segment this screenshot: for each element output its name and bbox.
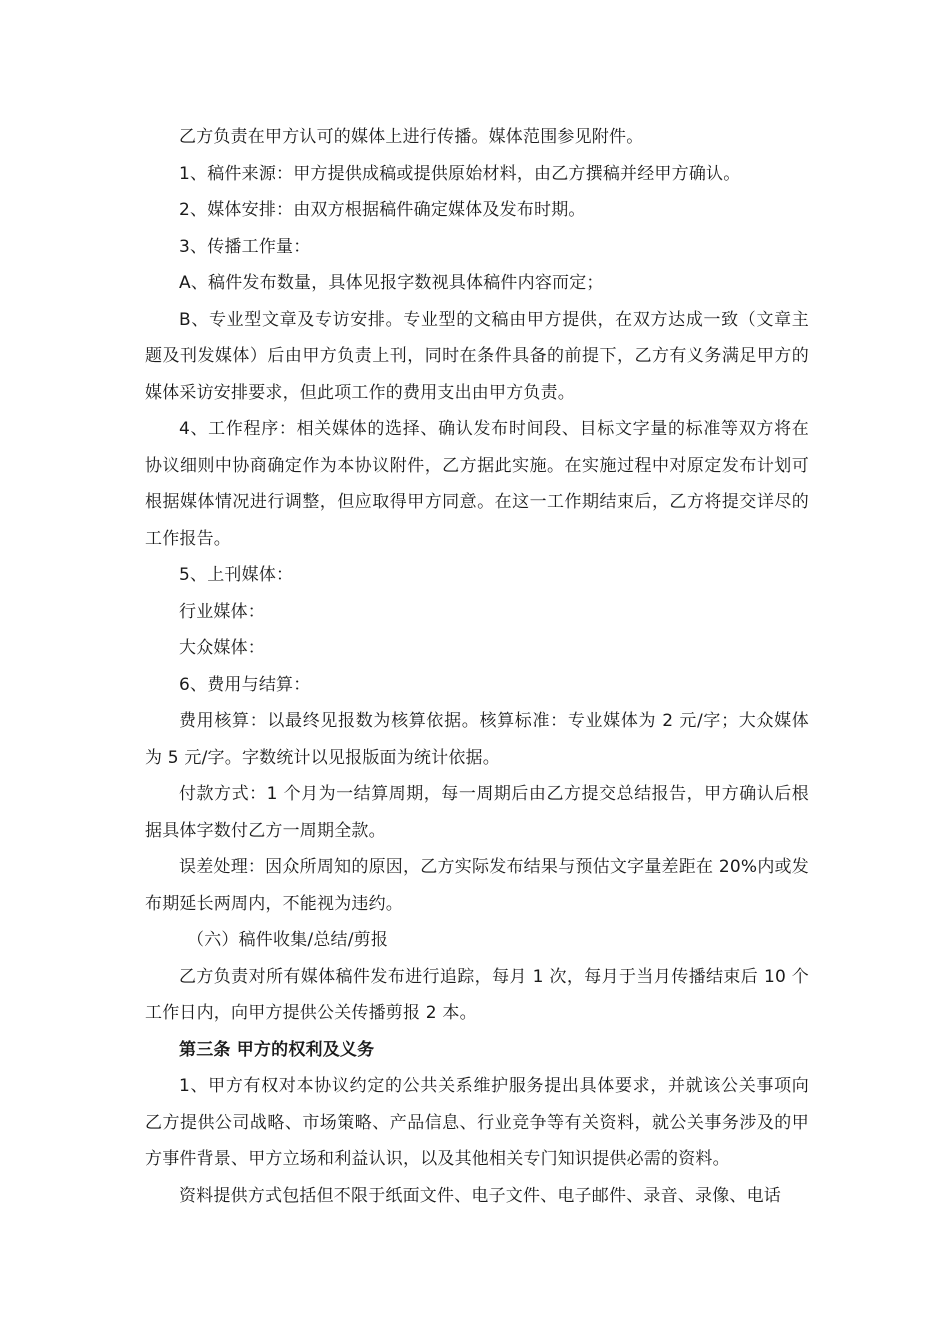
paragraph-work-procedure: 4、工作程序：相关媒体的选择、确认发布时间段、目标文字量的标准等双方将在协议细则中协商确定作为本协议附件，乙方据此实施。在实施过程中对原定发布计划可根据媒体情况进行调整，但应取得甲方同意。在这一工作期结束后，乙方将提交详尽的工作报告。 — [145, 419, 809, 549]
paragraph-party-a-rights: 1、甲方有权对本协议约定的公共关系维护服务提出具体要求，并就该公关事项向乙方提供公司战略、市场策略、产品信息、行业竞争等有关资料，就公关事务涉及的甲方事件背景、甲方立场和利益认识，以及其他相关专门知识提供必需的资料。 — [145, 1076, 809, 1169]
paragraph-industry-media: 行业媒体： — [179, 601, 265, 622]
paragraph-workload-heading: 3、传播工作量： — [179, 236, 311, 257]
paragraph-section-six: （六）稿件收集/总结/剪报 — [187, 930, 389, 950]
paragraph-manuscript-source: 1、稿件来源：甲方提供成稿或提供原始材料，由乙方撰稿并经甲方确认。 — [179, 163, 741, 184]
paragraph-payment-method: 付款方式：1 个月为一结算周期，每一周期后由乙方提交总结报告，甲方确认后根据具体字数付乙方一周期全款。 — [145, 784, 809, 841]
paragraph-publication-media: 5、上刊媒体： — [179, 565, 294, 585]
paragraph-media-arrangement: 2、媒体安排：由双方根据稿件确定媒体及发布时期。 — [179, 200, 586, 220]
paragraph-mass-media: 大众媒体： — [179, 638, 265, 658]
paragraph-material-methods: 资料提供方式包括但不限于纸面文件、电子文件、电子邮件、录音、录像、电话 — [179, 1185, 781, 1206]
paragraph-item-b: B、专业型文章及专访安排。专业型的文稿由甲方提供，在双方达成一致（文章主题及刊发媒体）后由甲方负责上刊，同时在条件具备的前提下，乙方有义务满足甲方的媒体采访安排要求，但此项工作的费用支出由甲方负责。 — [145, 309, 809, 403]
article-three-heading: 第三条 甲方的权利及义务 — [179, 1039, 375, 1060]
paragraph-clipping-tracking: 乙方负责对所有媒体稿件发布进行追踪，每月 1 次，每月于当月传播结束后 10 个工作日内，向甲方提供公关传播剪报 2 本。 — [145, 966, 809, 1023]
paragraph-item-a: A、稿件发布数量，具体见报字数视具体稿件内容而定； — [179, 273, 604, 293]
paragraph-fees-heading: 6、费用与结算： — [179, 674, 311, 695]
document-page — [145, 119, 809, 1214]
paragraph-fee-calculation: 费用核算：以最终见报数为核算依据。核算标准：专业媒体为 2 元/字；大众媒体为 5 元/字。字数统计以见报版面为统计依据。 — [145, 711, 809, 768]
paragraph-media-scope: 乙方负责在甲方认可的媒体上进行传播。媒体范围参见附件。 — [179, 127, 644, 147]
paragraph-error-handling: 误差处理：因众所周知的原因，乙方实际发布结果与预估文字量差距在 20%内或发布期延长两周内，不能视为违约。 — [145, 857, 809, 914]
